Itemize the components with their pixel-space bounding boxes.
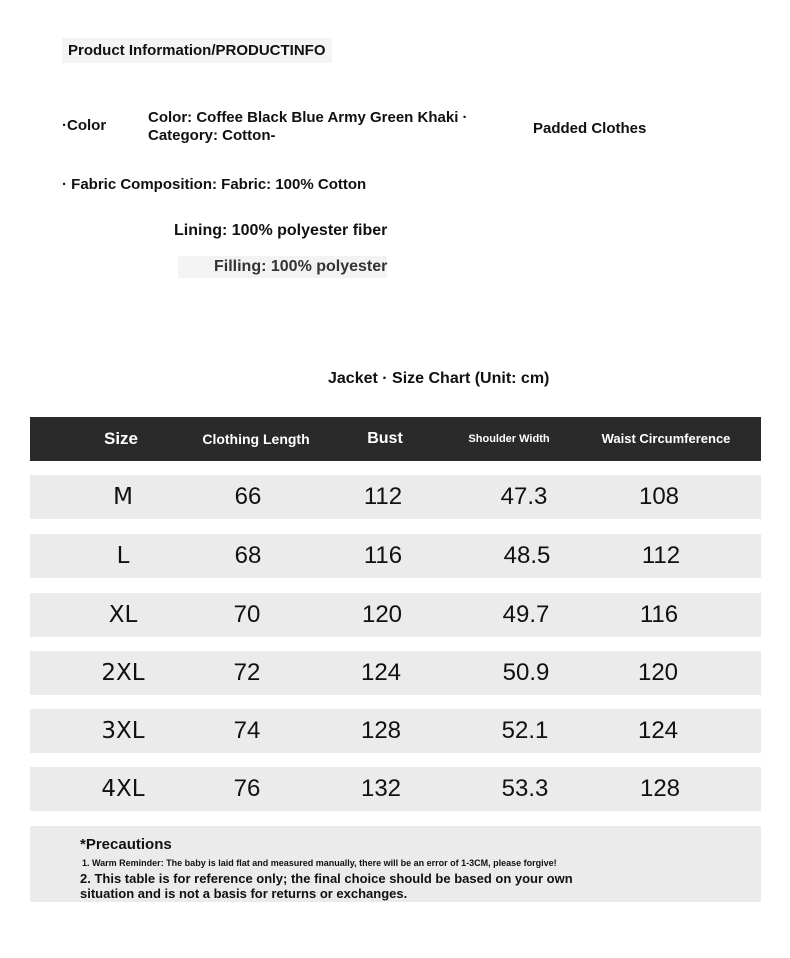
cell-bust: 128 [360, 717, 402, 744]
cell-bust: 116 [363, 542, 403, 569]
header-waist-circumference: Waist Circumference [601, 431, 731, 446]
cell-size: XL [108, 602, 138, 628]
cell-bust: 132 [360, 775, 402, 802]
cell-shoulder-width: 50.9 [502, 659, 550, 686]
table-row [30, 534, 761, 578]
category-value: Category: Cotton- [148, 127, 276, 144]
product-info-title: Product Information/PRODUCTINFO [62, 38, 332, 63]
cell-shoulder-width: 49.7 [502, 601, 550, 628]
color-values: Color: Coffee Black Blue Army Green Khaki · [148, 109, 468, 126]
cell-clothing-length: 70 [233, 601, 261, 628]
size-table-header [30, 417, 761, 461]
cell-size: L [116, 543, 130, 569]
cell-size: 3XL [101, 718, 145, 744]
filling-composition: Filling: 100% polyester [178, 256, 387, 278]
cell-clothing-length: 72 [233, 659, 261, 686]
cell-clothing-length: 74 [233, 717, 261, 744]
table-row [30, 593, 761, 637]
table-row [30, 651, 761, 695]
precautions-title: *Precautions [80, 836, 172, 853]
table-row [30, 767, 761, 811]
fabric-composition: · Fabric Composition: Fabric: 100% Cotton [62, 176, 367, 193]
cell-shoulder-width: 48.5 [503, 542, 551, 569]
color-label: ·Color [62, 117, 107, 134]
cell-waist: 108 [638, 483, 680, 510]
table-row [30, 475, 761, 519]
cell-clothing-length: 66 [234, 483, 262, 510]
header-clothing-length: Clothing Length [202, 431, 310, 447]
cell-waist: 128 [639, 775, 681, 802]
cell-size: 4XL [101, 776, 145, 802]
cell-waist: 120 [637, 659, 679, 686]
cell-clothing-length: 68 [234, 542, 262, 569]
header-shoulder-width: Shoulder Width [468, 433, 550, 445]
cell-bust: 120 [361, 601, 403, 628]
precaution-note-2: 2. This table is for reference only; the final choice should be based on your own situation and is not a basis for returns or exchanges. [80, 871, 573, 901]
cell-clothing-length: 76 [233, 775, 261, 802]
cell-shoulder-width: 53.3 [501, 775, 549, 802]
color-values-block [148, 109, 478, 145]
cell-waist: 124 [637, 717, 679, 744]
cell-bust: 112 [363, 483, 403, 510]
cell-shoulder-width: 52.1 [501, 717, 549, 744]
padded-clothes-label: Padded Clothes [533, 120, 647, 137]
header-size: Size [103, 429, 139, 448]
precaution-note-1: 1. Warm Reminder: The baby is laid flat and measured manually, there will be an error of 1-3CM, please forgive! [82, 858, 557, 868]
cell-size: 2XL [101, 660, 145, 686]
cell-size: M [113, 484, 133, 510]
cell-waist: 112 [641, 542, 681, 569]
cell-bust: 124 [360, 659, 402, 686]
cell-waist: 116 [639, 601, 679, 628]
lining-composition: Lining: 100% polyester fiber [174, 222, 388, 239]
size-chart-title: Jacket · Size Chart (Unit: cm) [328, 370, 550, 387]
cell-shoulder-width: 47.3 [500, 483, 548, 510]
precautions-box [30, 826, 761, 902]
header-bust: Bust [367, 430, 403, 447]
table-row [30, 709, 761, 753]
